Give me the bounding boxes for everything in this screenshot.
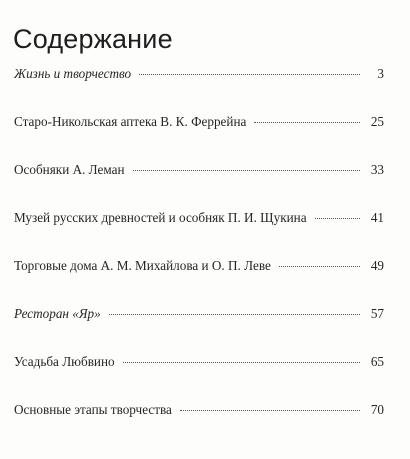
dot-leader (133, 170, 360, 171)
toc-entry (14, 158, 384, 182)
dot-leader (180, 410, 360, 411)
toc-entry (14, 350, 384, 374)
dot-leader (139, 74, 360, 75)
toc-entry (14, 110, 384, 134)
dot-leader (109, 314, 360, 315)
toc-entry-title: Старо-Никольская аптека В. К. Феррейна (14, 114, 247, 129)
dot-leader (279, 266, 360, 267)
toc-entry-title: Основные этапы творчества (14, 402, 172, 417)
toc-entry (14, 62, 384, 86)
toc-entry (14, 206, 384, 230)
toc-page-number: 3 (377, 66, 384, 81)
toc-page-number: 65 (370, 354, 384, 369)
toc-entry (14, 302, 384, 326)
dot-leader (254, 122, 360, 123)
toc-page-number: 25 (370, 114, 384, 129)
toc-page-number: 33 (370, 162, 384, 177)
toc-entry-title: Усадьба Любвино (14, 354, 115, 369)
toc-entry (14, 254, 384, 278)
toc-page-number: 57 (370, 306, 384, 321)
dot-leader (315, 218, 360, 219)
toc-page-number: 49 (370, 258, 384, 273)
toc-entry-title: Ресторан «Яр» (14, 306, 101, 321)
table-of-contents (14, 62, 384, 446)
toc-entry (14, 398, 384, 422)
toc-entry-title: Жизнь и творчество (14, 66, 132, 81)
toc-page-number: 41 (370, 210, 384, 225)
toc-entry-title: Торговые дома А. М. Михайлова и О. П. Леве (14, 258, 271, 273)
toc-entry-title: Музей русских древностей и особняк П. И. Щукина (14, 210, 307, 225)
dot-leader (123, 362, 360, 363)
page-title: Содержание (13, 24, 173, 55)
toc-entry-title: Особняки А. Леман (14, 162, 125, 177)
toc-page-number: 70 (370, 402, 384, 417)
